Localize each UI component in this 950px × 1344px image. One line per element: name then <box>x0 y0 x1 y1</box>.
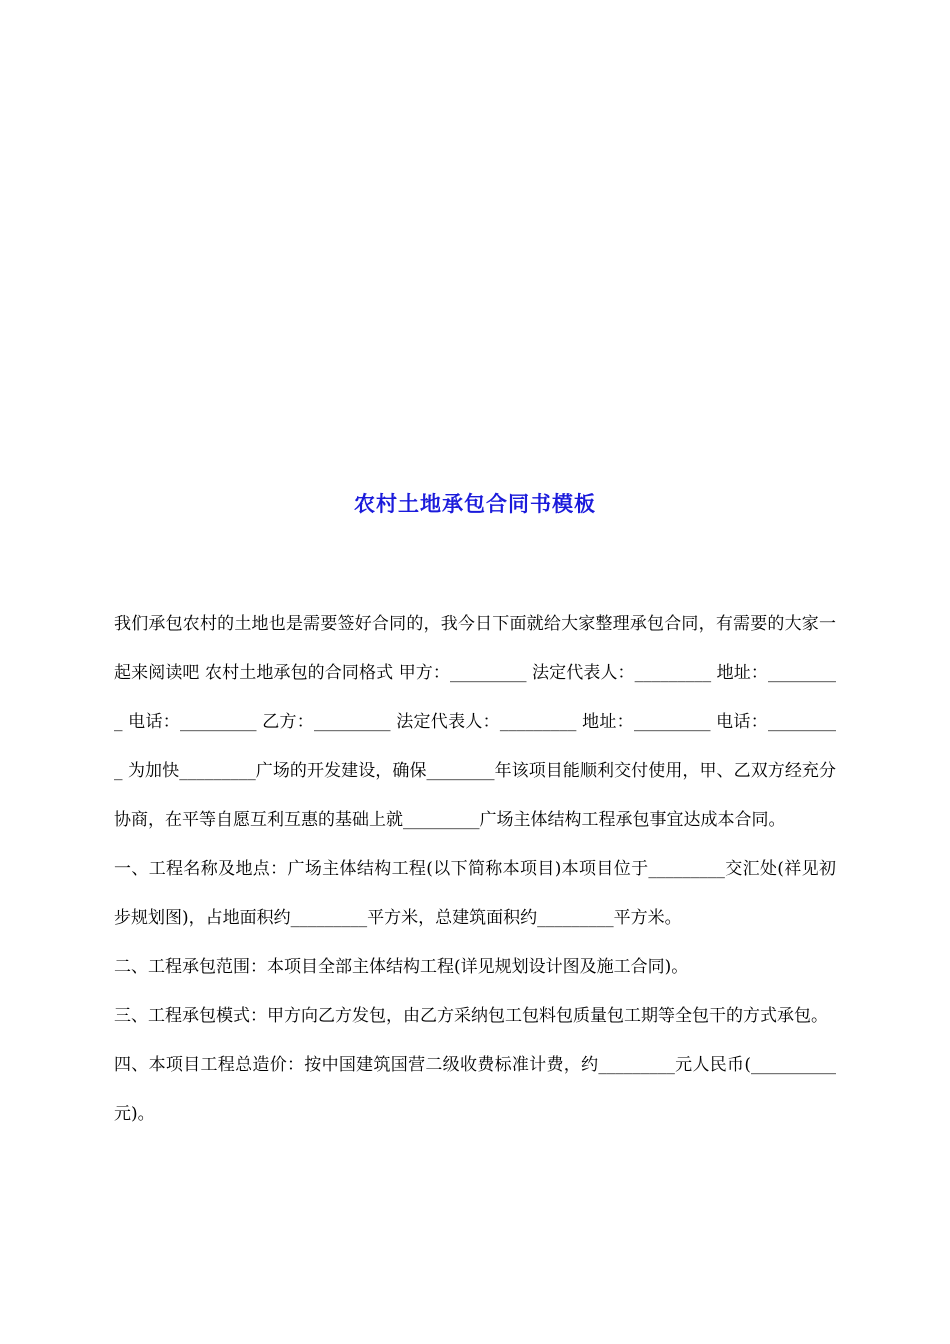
document-body <box>114 600 836 1139</box>
paragraph-project-name-location: 一、工程名称及地点：广场主体结构工程(以下简称本项目)本项目位于_________交汇处(祥见初步规划图)，占地面积约_________平方米，总建筑面积约_________平方米。 <box>114 859 836 928</box>
paragraph-intro: 我们承包农村的土地也是需要签好合同的，我今日下面就给大家整理承包合同，有需要的大家一起来阅读吧 农村土地承包的合同格式 甲方：_________ 法定代表人：_________ 地址：_________ 电话：_________ 乙方：_________ 法定代表人：_________ 地址：_________ 电话：_________ 为加快_________广场的开发建设，确保________年该项目能顺利交付使用，甲、乙双方经充分协商，在平等自愿互利互惠的基础上就_________广场主体结构工程承包事宜达成本合同。 <box>114 614 836 830</box>
paragraph-contract-scope: 二、工程承包范围：本项目全部主体结构工程(详见规划设计图及施工合同)。 <box>114 957 689 977</box>
paragraph-contract-mode: 三、工程承包模式：甲方向乙方发包，由乙方采纳包工包料包质量包工期等全包干的方式承包。 <box>114 1006 828 1026</box>
document-title: 农村土地承包合同书模板 <box>354 491 596 516</box>
paragraph-total-cost: 四、本项目工程总造价：按中国建筑国营二级收费标准计费，约_________元人民币(__________元)。 <box>114 1055 836 1124</box>
